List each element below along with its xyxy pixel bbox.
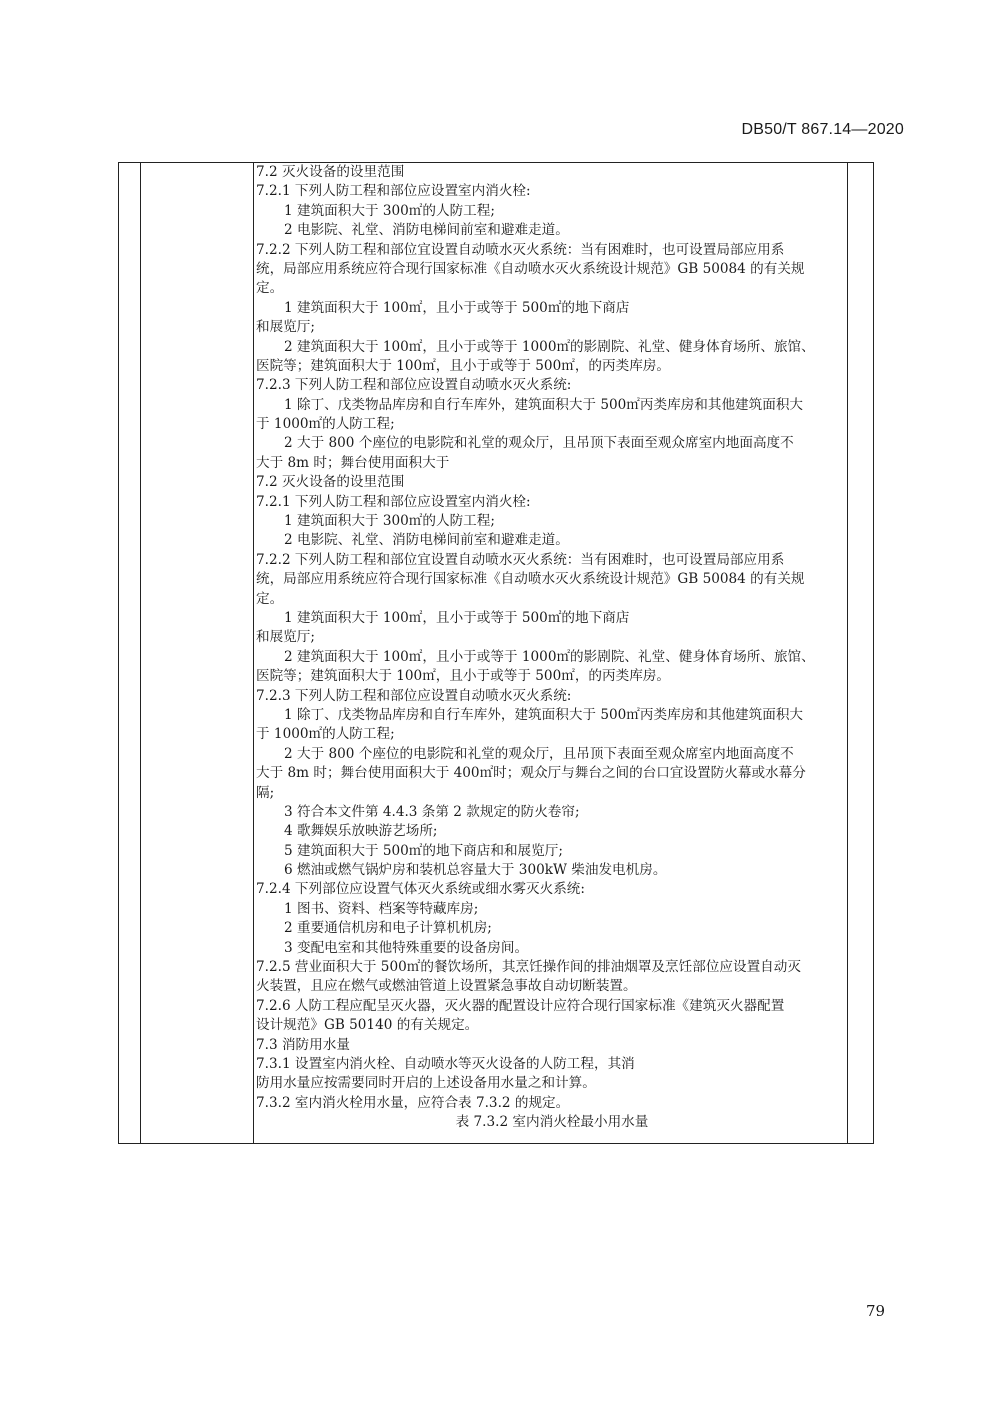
text-line: 统，局部应用系统应符合现行国家标准《自动喷水灭火系统设计规范》GB 50084 的有关规 [256, 571, 805, 588]
text-line: 7.2.2 下列人防工程和部位宜设置自动喷水灭火系统：当有困难时，也可设置局部应用系 [256, 551, 785, 568]
text-line: 2 重要通信机房和电子计算机机房; [284, 920, 492, 937]
text-line: 医院等；建筑面积大于 100㎡，且小于或等于 500㎡，的丙类库房。 [256, 668, 670, 685]
text-line: 2 电影院、礼堂、消防电梯间前室和避难走道。 [284, 532, 569, 549]
text-line: 7.2.3 下列人防工程和部位应设置自动喷水灭火系统: [256, 377, 572, 394]
document-code-header: DB50/T 867.14—2020 [741, 121, 904, 138]
text-line: 1 建筑面积大于 300㎡的人防工程; [284, 202, 495, 219]
table-content-cell [256, 163, 848, 1133]
text-line: 7.3.2 室内消火栓用水量，应符合表 7.3.2 的规定。 [256, 1094, 570, 1111]
text-line: 7.2 灭火设备的设里范围 [256, 164, 405, 180]
column-divider-2 [253, 163, 254, 1143]
text-line: 3 变配电室和其他特殊重要的设备房间。 [284, 939, 529, 956]
text-line: 6 燃油或燃气锅炉房和装机总容量大于 300kW 柴油发电机房。 [284, 862, 667, 879]
text-line: 7.2.3 下列人防工程和部位应设置自动喷水灭火系统: [256, 687, 572, 704]
text-line: 2 建筑面积大于 100㎡，且小于或等于 1000㎡的影剧院、礼堂、健身体育场所、旅馆、 [284, 648, 815, 665]
text-line: 1 建筑面积大于 300㎡的人防工程; [284, 513, 495, 530]
text-line: 7.2.1 下列人防工程和部位应设置室内消火栓: [256, 493, 531, 510]
text-line: 7.3 消防用水量 [256, 1036, 350, 1053]
text-line: 1 除丁、戊类物品库房和自行车库外，建筑面积大于 500㎡丙类库房和其他建筑面积大 [284, 706, 804, 723]
text-line: 2 大于 800 个座位的电影院和礼堂的观众厅，且吊顶下表面至观众席室内地面高度不 [284, 745, 794, 762]
text-line: 大于 8m 时；舞台使用面积大于 [256, 454, 450, 471]
text-line: 7.2.4 下列部位应设置气体灭火系统或细水雾灭火系统: [256, 881, 585, 898]
text-line: 7.2.2 下列人防工程和部位宜设置自动喷水灭火系统：当有困难时，也可设置局部应用系 [256, 241, 785, 258]
page-number: 79 [866, 1302, 886, 1320]
text-line: 隔; [256, 784, 275, 801]
text-line: 2 大于 800 个座位的电影院和礼堂的观众厅，且吊顶下表面至观众席室内地面高度不 [284, 435, 794, 452]
text-line: 大于 8m 时；舞台使用面积大于 400㎡时；观众厅与舞台之间的台口宜设置防火幕或水幕分 [256, 765, 806, 782]
text-line: 防用水量应按需要同时开启的上述设备用水量之和计算。 [256, 1075, 596, 1092]
text-line: 和展览厅; [256, 319, 315, 336]
text-line: 定。 [256, 590, 284, 607]
text-line: 7.2.6 人防工程应配呈灭火器，灭火器的配置设计应符合现行国家标准《建筑灭火器配置 [256, 997, 785, 1014]
text-line: 和展览厅; [256, 629, 315, 646]
text-line: 1 建筑面积大于 100㎡，且小于或等于 500㎡的地下商店 [284, 299, 630, 316]
text-line: 1 建筑面积大于 100㎡，且小于或等于 500㎡的地下商店 [284, 609, 630, 626]
text-line: 设计规范》GB 50140 的有关规定。 [256, 1017, 479, 1034]
text-line: 7.2.5 营业面积大于 500㎡的餐饮场所，其烹饪操作间的排油烟罩及烹饪部位应设置自动灭 [256, 959, 801, 976]
text-line: 3 符合本文件第 4.4.3 条第 2 款规定的防火卷帘; [284, 803, 580, 820]
text-line: 定。 [256, 280, 284, 297]
text-line: 5 建筑面积大于 500㎡的地下商店和和展览厅; [284, 842, 563, 859]
text-line: 医院等；建筑面积大于 100㎡，且小于或等于 500㎡，的丙类库房。 [256, 357, 670, 374]
text-line: 1 除丁、戊类物品库房和自行车库外，建筑面积大于 500㎡丙类库房和其他建筑面积大 [284, 396, 804, 413]
text-line: 于 1000㎡的人防工程; [256, 416, 395, 433]
text-line: 4 歌舞娱乐放映游艺场所; [284, 823, 438, 840]
text-line: 7.2 灭火设备的设里范围 [256, 474, 405, 491]
text-line: 2 电影院、礼堂、消防电梯间前室和避难走道。 [284, 222, 569, 239]
text-line: 7.3.1 设置室内消火栓、自动喷水等灭火设备的人防工程，其消 [256, 1055, 635, 1072]
text-line: 1 图书、资料、档案等特藏库房; [284, 900, 479, 917]
column-divider-1 [140, 163, 141, 1143]
text-line: 火装置，且应在燃气或燃油管道上设置紧急事故自动切断装置。 [256, 978, 637, 995]
text-line: 7.2.1 下列人防工程和部位应设置室内消火栓: [256, 183, 531, 200]
text-line: 于 1000㎡的人防工程; [256, 726, 395, 743]
text-line: 统，局部应用系统应符合现行国家标准《自动喷水灭火系统设计规范》GB 50084 的有关规 [256, 260, 805, 277]
table-caption: 表 7.3.2 室内消火栓最小用水量 [455, 1114, 649, 1131]
text-line: 2 建筑面积大于 100㎡，且小于或等于 1000㎡的影剧院、礼堂、健身体育场所、旅馆、 [284, 338, 815, 355]
